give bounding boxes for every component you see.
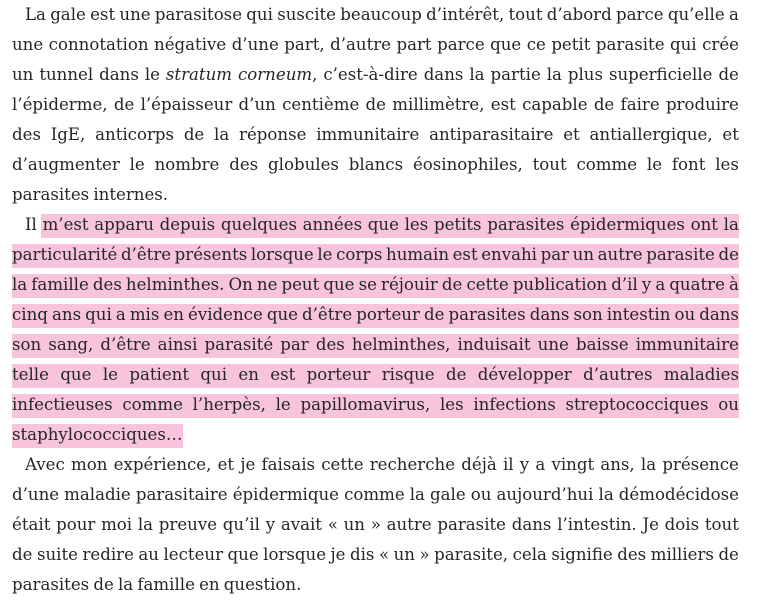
- word: que: [323, 275, 355, 294]
- word: partie: [490, 65, 541, 84]
- word: réponse: [239, 125, 307, 144]
- word: internes.: [93, 185, 169, 204]
- word: la: [640, 455, 657, 474]
- word: publication: [512, 275, 608, 294]
- word: preuve: [158, 515, 218, 534]
- word: tout: [532, 155, 567, 174]
- word: a: [655, 275, 666, 294]
- word: d’il: [611, 275, 638, 294]
- word: question.: [223, 575, 302, 594]
- word: cinq: [12, 305, 48, 324]
- word: à: [729, 275, 739, 294]
- word: «: [378, 545, 390, 564]
- text-line: [12, 570, 739, 600]
- word: «: [327, 515, 338, 534]
- word: moi: [101, 515, 133, 534]
- word: les: [715, 155, 739, 174]
- word: depuis: [159, 215, 216, 234]
- word: de: [445, 365, 467, 384]
- word: de: [718, 545, 739, 564]
- word: baisse: [575, 335, 629, 354]
- text-line: [12, 420, 739, 450]
- word: stratum: [165, 65, 233, 84]
- word: qui: [670, 35, 697, 54]
- word: a: [728, 5, 739, 24]
- word: intestin: [606, 305, 671, 324]
- word: est: [90, 5, 116, 24]
- text-line: [12, 540, 739, 570]
- text-line: [12, 390, 739, 420]
- word: par: [280, 335, 309, 354]
- word: qu’elle: [667, 5, 725, 24]
- word: y: [519, 455, 530, 474]
- word: telle: [12, 365, 49, 384]
- word: et: [722, 125, 739, 144]
- text-line: [12, 510, 739, 540]
- word: que: [60, 365, 92, 384]
- word: déjà: [461, 455, 497, 474]
- word: de: [113, 95, 135, 114]
- word: papillomavirus,: [300, 395, 431, 414]
- word: mon: [71, 455, 108, 474]
- word: est: [270, 365, 296, 384]
- word: de: [365, 95, 386, 114]
- word: On: [228, 275, 253, 294]
- word: cela: [512, 545, 547, 564]
- text-line: [12, 300, 739, 330]
- word: des: [92, 275, 122, 294]
- word: faire: [620, 95, 660, 114]
- word: suscite: [277, 5, 336, 24]
- word: infections: [473, 395, 556, 414]
- word: dans: [511, 515, 552, 534]
- word: dans: [99, 65, 139, 84]
- word: autre: [386, 515, 432, 534]
- word: capable: [522, 95, 588, 114]
- word: qui: [246, 5, 273, 24]
- word: se: [358, 275, 377, 294]
- paragraph-1: [12, 0, 739, 210]
- word: parasites: [12, 575, 90, 594]
- word: »: [370, 515, 381, 534]
- word: d’un: [238, 95, 276, 114]
- word: qui: [85, 305, 112, 324]
- word: d’autres: [583, 365, 653, 384]
- word: la: [12, 275, 28, 294]
- word: millimètre,: [392, 95, 485, 114]
- word: IgE,: [50, 125, 86, 144]
- word: tout: [508, 5, 543, 24]
- word: corps: [336, 245, 383, 264]
- word: de: [718, 245, 739, 264]
- word: ainsi: [157, 335, 198, 354]
- word: dois: [664, 515, 700, 534]
- word: et: [563, 125, 580, 144]
- word: nombre: [154, 155, 220, 174]
- word: des: [229, 155, 259, 174]
- word: La: [25, 5, 46, 24]
- word: d’être: [100, 335, 151, 354]
- word: blancs: [348, 155, 404, 174]
- word: est: [490, 95, 516, 114]
- word: les: [439, 395, 464, 414]
- word: le: [275, 395, 291, 414]
- word: il: [502, 455, 514, 474]
- word: recherche: [369, 455, 456, 474]
- word: d’être: [302, 305, 353, 324]
- word: quelques: [220, 215, 297, 234]
- word: l’épaisseur: [140, 95, 233, 114]
- word: y: [265, 515, 276, 534]
- word: mis: [129, 305, 160, 324]
- word: quatre: [669, 275, 725, 294]
- word: que: [367, 215, 399, 234]
- word: envahi: [481, 245, 537, 264]
- word: de: [93, 575, 114, 594]
- word: dans: [699, 305, 739, 324]
- word: anticorps: [95, 125, 175, 144]
- word: particularité: [12, 245, 118, 264]
- text-line: [12, 210, 739, 240]
- word: d’une: [231, 35, 279, 54]
- word: évidence: [188, 305, 263, 324]
- word: une: [12, 35, 44, 54]
- word: le: [317, 245, 333, 264]
- word: helminthes.: [125, 275, 225, 294]
- text-line: [12, 240, 739, 270]
- text-line: [12, 0, 739, 30]
- word: était: [12, 515, 51, 534]
- word: risque: [381, 365, 435, 384]
- word: immunitaire: [316, 125, 420, 144]
- word: une: [119, 5, 151, 24]
- word: réjouir: [381, 275, 438, 294]
- word: helminthes,: [351, 335, 451, 354]
- word: démodécidose: [618, 485, 739, 504]
- word: l’herpès,: [192, 395, 266, 414]
- word: comme: [576, 155, 638, 174]
- word: le: [144, 65, 160, 84]
- word: ne: [256, 275, 278, 294]
- word: de: [593, 95, 615, 114]
- word: tunnel: [39, 65, 94, 84]
- word: la: [409, 485, 425, 504]
- word: les: [404, 215, 429, 234]
- word: d’intérêt,: [426, 5, 505, 24]
- word: connotation: [48, 35, 149, 54]
- word: Il: [25, 215, 37, 234]
- word: d’autre: [330, 35, 392, 54]
- word: des: [12, 125, 41, 144]
- word: font: [671, 155, 706, 174]
- word: gale: [50, 5, 86, 24]
- word: que: [227, 545, 259, 564]
- word: éosinophiles,: [412, 155, 523, 174]
- text-line: [12, 120, 739, 150]
- word: ou: [718, 395, 739, 414]
- word: expérience,: [113, 455, 212, 474]
- word: la: [118, 575, 134, 594]
- word: le: [102, 365, 118, 384]
- word: lorsque: [250, 245, 314, 264]
- word: la: [598, 485, 614, 504]
- word: maladies: [663, 365, 739, 384]
- word: épidermiques: [570, 215, 685, 234]
- word: gale: [430, 485, 466, 504]
- word: de: [423, 305, 445, 324]
- word: parce: [616, 5, 664, 24]
- word: porteur: [356, 305, 420, 324]
- word: en: [238, 365, 259, 384]
- word: signifie: [551, 545, 613, 564]
- word: beaucoup: [340, 5, 422, 24]
- word: vingt: [551, 455, 595, 474]
- word: redire: [82, 545, 134, 564]
- word: produire: [665, 95, 739, 114]
- word: au: [138, 545, 159, 564]
- word: parasité: [204, 335, 274, 354]
- word: induisait: [457, 335, 531, 354]
- word: par: [540, 245, 570, 264]
- word: milliers: [650, 545, 714, 564]
- word: parasite: [595, 35, 665, 54]
- word: part: [396, 35, 432, 54]
- word: parasitaire: [135, 485, 228, 504]
- word: parce: [437, 35, 485, 54]
- word: faisais: [261, 455, 316, 474]
- word: lecteur: [163, 545, 224, 564]
- word: qui: [200, 365, 228, 384]
- word: cette: [321, 455, 364, 474]
- word: un: [393, 545, 415, 564]
- word: autre: [597, 245, 643, 264]
- word: parasite: [646, 245, 715, 264]
- text-line: [12, 60, 739, 90]
- word: présence: [662, 455, 739, 474]
- word: parasite,: [434, 545, 509, 564]
- word: des: [617, 545, 647, 564]
- word: Je: [642, 515, 659, 534]
- word: peut: [281, 275, 320, 294]
- word: immunitaire: [635, 335, 739, 354]
- word: et: [217, 455, 235, 474]
- word: cette: [466, 275, 509, 294]
- text-line: [12, 180, 739, 210]
- document-page: [12, 0, 739, 600]
- word: de: [12, 545, 33, 564]
- word: centième: [282, 95, 360, 114]
- word: ans: [51, 305, 82, 324]
- word: la: [469, 65, 485, 84]
- word: »: [419, 545, 430, 564]
- word: pour: [56, 515, 96, 534]
- word: comme: [344, 485, 405, 504]
- word: comme: [122, 395, 183, 414]
- word: parasites: [12, 185, 90, 204]
- word: présents: [174, 245, 248, 264]
- word: porteur: [306, 365, 371, 384]
- word: de: [718, 65, 739, 84]
- text-line: [12, 30, 739, 60]
- word: des: [315, 335, 345, 354]
- word: aujourd’hui: [496, 485, 594, 504]
- word: famille: [137, 575, 195, 594]
- word: années: [302, 215, 363, 234]
- text-line: [12, 450, 739, 480]
- word: humain: [386, 245, 450, 264]
- word: est: [452, 245, 478, 264]
- word: a: [535, 455, 546, 474]
- word: infectieuses: [12, 395, 113, 414]
- word: de: [183, 125, 205, 144]
- word: petits: [433, 215, 482, 234]
- word: c’est-à-dire: [323, 65, 418, 84]
- word: le: [646, 155, 663, 174]
- word: a: [115, 305, 126, 324]
- paragraph-3: [12, 450, 739, 600]
- word: la: [137, 515, 154, 534]
- word: dans: [529, 305, 570, 324]
- word: sang,: [48, 335, 94, 354]
- word: qu’il: [222, 515, 260, 534]
- word: épidermique: [232, 485, 339, 504]
- word: dis: [350, 545, 375, 564]
- word: patient: [129, 365, 190, 384]
- word: d’une: [12, 485, 60, 504]
- word: parasites: [448, 305, 526, 324]
- word: parasitose: [154, 5, 243, 24]
- word: lorsque: [263, 545, 327, 564]
- word: d’être: [120, 245, 172, 264]
- word: je: [240, 455, 256, 474]
- word: une: [537, 335, 569, 354]
- word: en: [199, 575, 220, 594]
- text-line: [12, 150, 739, 180]
- word: globules: [268, 155, 339, 174]
- word: part,: [284, 35, 325, 54]
- word: avait: [280, 515, 322, 534]
- word: parasite: [437, 515, 506, 534]
- text-line: [12, 90, 739, 120]
- word: parasites: [487, 215, 565, 234]
- word: ont: [690, 215, 718, 234]
- word: maladie: [64, 485, 131, 504]
- word: l’intestin.: [557, 515, 637, 534]
- word: m’est: [42, 215, 89, 234]
- word: streptococciques: [565, 395, 709, 414]
- word: superficielle: [608, 65, 713, 84]
- word: Avec: [25, 455, 65, 474]
- text-line: [12, 360, 739, 390]
- word: antiallergique,: [589, 125, 713, 144]
- word: la: [546, 65, 562, 84]
- word: que: [490, 35, 522, 54]
- word: staphylococciques…: [12, 425, 183, 444]
- paragraph-2: [12, 210, 739, 450]
- word: dans: [423, 65, 464, 84]
- word: d’abord: [546, 5, 612, 24]
- word: d’augmenter: [12, 155, 120, 174]
- word: corneum,: [237, 65, 318, 84]
- word: ou: [470, 485, 492, 504]
- word: suite: [36, 545, 78, 564]
- word: de: [441, 275, 463, 294]
- word: apparu: [94, 215, 154, 234]
- word: plus: [567, 65, 604, 84]
- text-line: [12, 480, 739, 510]
- word: ce: [526, 35, 546, 54]
- word: famille: [31, 275, 89, 294]
- word: y: [641, 275, 652, 294]
- word: la: [214, 125, 230, 144]
- word: petit: [551, 35, 591, 54]
- word: négative: [154, 35, 227, 54]
- word: développer: [477, 365, 572, 384]
- word: un: [343, 515, 365, 534]
- word: antiparasitaire: [429, 125, 554, 144]
- word: tout: [704, 515, 739, 534]
- word: ans,: [600, 455, 635, 474]
- word: un: [12, 65, 34, 84]
- word: un: [572, 245, 595, 264]
- word: je: [330, 545, 346, 564]
- word: la: [723, 215, 739, 234]
- word: l’épiderme,: [12, 95, 108, 114]
- word: son: [573, 305, 603, 324]
- word: crée: [702, 35, 739, 54]
- word: le: [129, 155, 145, 174]
- word: ou: [674, 305, 696, 324]
- text-line: [12, 270, 739, 300]
- word: que: [266, 305, 298, 324]
- word: en: [163, 305, 184, 324]
- text-line: [12, 330, 739, 360]
- word: son: [12, 335, 42, 354]
